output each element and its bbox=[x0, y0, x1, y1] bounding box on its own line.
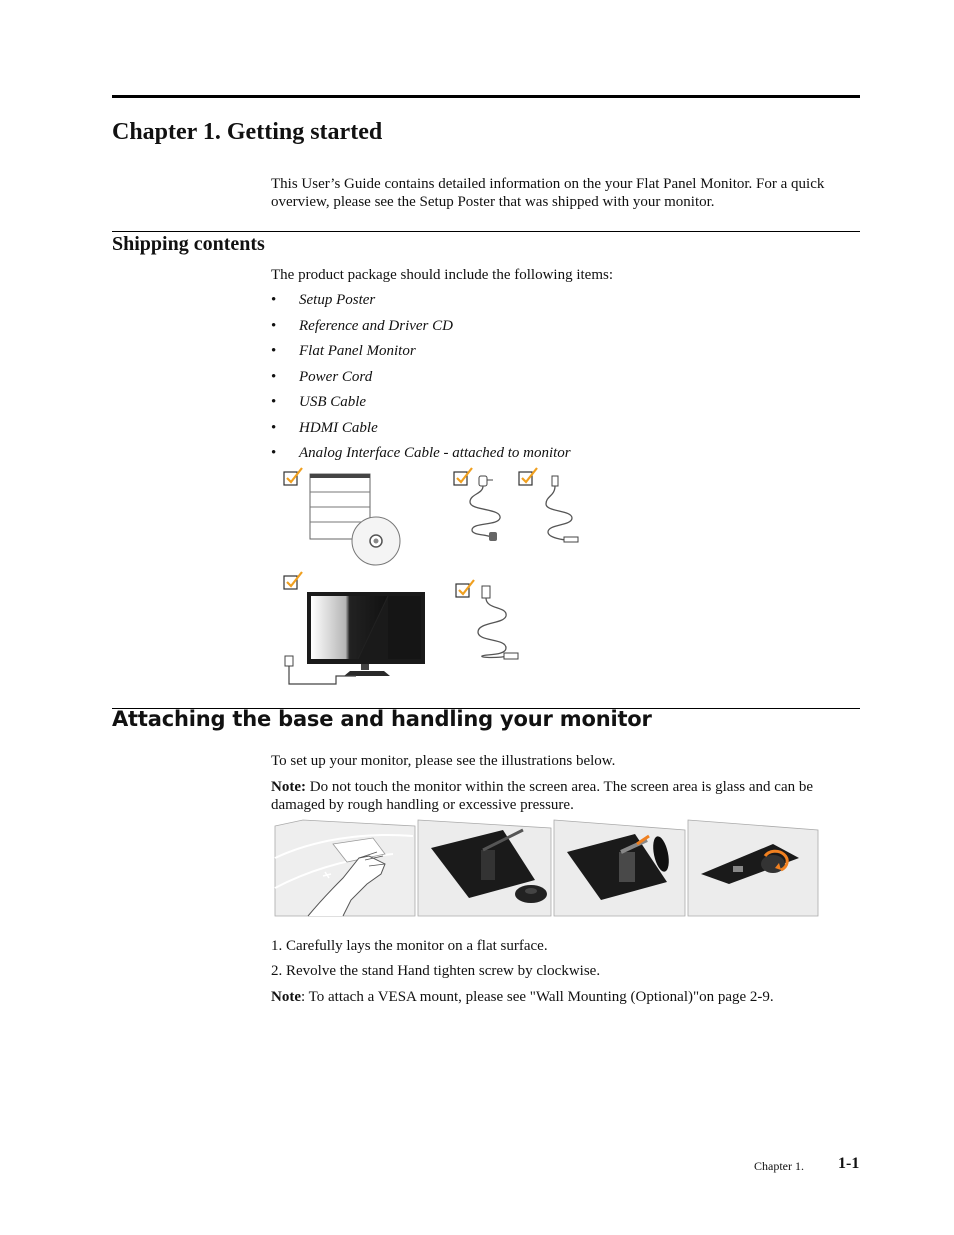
shipping-list bbox=[271, 291, 571, 470]
attaching-heading: Attaching the base and handling your monitor bbox=[112, 707, 652, 731]
screw-tighten-icon bbox=[688, 820, 818, 916]
footer-page-number: 1-1 bbox=[838, 1155, 860, 1172]
attaching-illustration bbox=[273, 818, 821, 920]
checkbox-checked-icon bbox=[519, 468, 537, 485]
cd-icon bbox=[352, 517, 400, 565]
attaching-lead: To set up your monitor, please see the illustrations below. bbox=[271, 753, 616, 769]
shipping-lead: The product package should include the following items: bbox=[271, 267, 613, 283]
checkbox-checked-icon bbox=[284, 468, 302, 485]
top-rule bbox=[112, 95, 860, 98]
attaching-note-2 bbox=[271, 988, 774, 1006]
step-2: 2. Revolve the stand Hand tighten screw by clockwise. bbox=[271, 963, 601, 979]
power-cord-icon bbox=[470, 476, 500, 541]
hand-wiping-screen-icon bbox=[275, 820, 415, 916]
bullet: • bbox=[271, 368, 277, 385]
list-item: • Power Cord bbox=[271, 368, 373, 385]
bullet: • bbox=[271, 317, 277, 334]
checkbox-checked-icon bbox=[454, 468, 472, 485]
list-item: • Flat Panel Monitor bbox=[271, 343, 416, 359]
footer-chapter-label: Chapter 1. bbox=[754, 1159, 804, 1173]
list-item: • Setup Poster bbox=[271, 292, 376, 308]
intro-text: This User’s Guide contains detailed information on the your Flat Panel Monitor. For a quick overview, please see the Setup Poster that was shipped with your monitor. bbox=[271, 176, 825, 210]
shipping-illustration bbox=[276, 466, 586, 691]
section-rule-shipping bbox=[112, 231, 860, 232]
shipping-heading: Shipping contents bbox=[112, 233, 265, 255]
note-label: Note: bbox=[271, 779, 306, 795]
bullet: • bbox=[271, 343, 277, 359]
note2-text: : To attach a VESA mount, please see "Wall Mounting (Optional)"on page 2-9. bbox=[301, 989, 774, 1005]
step-1: 1. Carefully lays the monitor on a flat surface. bbox=[271, 938, 548, 954]
list-item: • Analog Interface Cable - attached to monitor bbox=[271, 445, 571, 461]
bullet: • bbox=[271, 394, 277, 410]
usb-cable-icon bbox=[546, 476, 578, 542]
list-item: • USB Cable bbox=[271, 394, 367, 410]
chapter-title: Chapter 1. Getting started bbox=[112, 119, 383, 145]
monitor-icon bbox=[285, 592, 425, 684]
bullet: • bbox=[271, 445, 277, 461]
attaching-note bbox=[271, 778, 851, 814]
hdmi-cable-icon bbox=[478, 586, 518, 659]
note2-label: Note bbox=[271, 989, 301, 1005]
checkbox-checked-icon bbox=[284, 572, 302, 589]
checkbox-checked-icon bbox=[456, 580, 474, 597]
stand-attach-icon bbox=[554, 820, 685, 916]
list-item: • HDMI Cable bbox=[271, 419, 378, 436]
bullet: • bbox=[271, 292, 277, 308]
list-item: • Reference and Driver CD bbox=[271, 317, 453, 334]
bullet: • bbox=[271, 419, 277, 436]
monitor-facedown-icon bbox=[418, 820, 551, 916]
note-text: Do not touch the monitor within the screen area. The screen area is glass and can be damaged by rough handling or excessive pressure. bbox=[271, 779, 814, 813]
